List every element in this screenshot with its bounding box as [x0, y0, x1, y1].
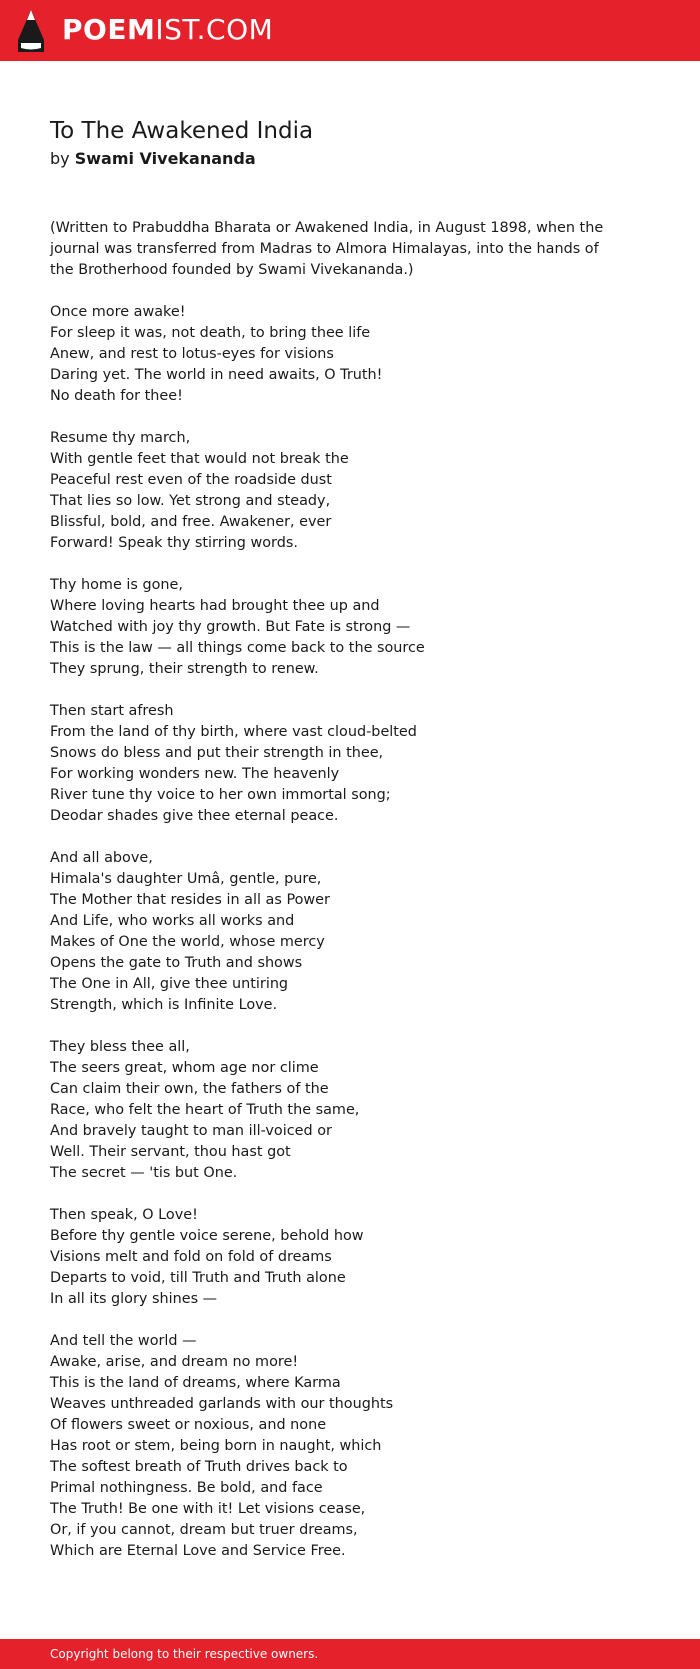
poem-line: From the land of thy birth, where vast cloud-belted	[50, 724, 417, 740]
poem-line: Before thy gentle voice serene, behold how	[50, 1228, 364, 1244]
intro-line: the Brotherhood founded by Swami Vivekananda.)	[50, 262, 414, 278]
poem-line: Deodar shades give thee eternal peace.	[50, 808, 339, 824]
poem-line: This is the land of dreams, where Karma	[50, 1375, 341, 1391]
poem-line: Primal nothingness. Be bold, and face	[50, 1480, 323, 1496]
poem-line: And tell the world —	[50, 1333, 197, 1349]
logo-light-text: IST.COM	[155, 13, 274, 46]
intro-line: (Written to Prabuddha Bharata or Awakened India, in August 1898, when the	[50, 220, 604, 236]
poem-line: Has root or stem, being born in naught, which	[50, 1438, 382, 1454]
poem-stanza	[50, 428, 610, 554]
poem-line: The Truth! Be one with it! Let visions cease,	[50, 1501, 366, 1517]
poem-intro	[50, 218, 610, 281]
poem-line: Opens the gate to Truth and shows	[50, 955, 303, 971]
poem-line: Forward! Speak thy stirring words.	[50, 535, 298, 551]
site-header	[0, 0, 700, 61]
poem-line: They sprung, their strength to renew.	[50, 661, 319, 677]
poem-line: Which are Eternal Love and Service Free.	[50, 1543, 346, 1559]
poem-line: And all above,	[50, 850, 153, 866]
poem-line: For sleep it was, not death, to bring thee life	[50, 325, 371, 341]
poem-line: Well. Their servant, thou hast got	[50, 1144, 291, 1160]
poem-line: Himala's daughter Umâ, gentle, pure,	[50, 871, 322, 887]
byline	[50, 149, 256, 169]
poem-line: Once more awake!	[50, 304, 186, 320]
poem-line: In all its glory shines —	[50, 1291, 218, 1307]
poem-stanza	[50, 1205, 610, 1310]
poem-line: Thy home is gone,	[50, 577, 183, 593]
poem-line: Departs to void, till Truth and Truth alone	[50, 1270, 346, 1286]
poem-body	[50, 218, 610, 1583]
poem-line: Blissful, bold, and free. Awakener, ever	[50, 514, 332, 530]
poem-stanza	[50, 302, 610, 407]
poem-line: Then speak, O Love!	[50, 1207, 198, 1223]
poem-line: The softest breath of Truth drives back to	[50, 1459, 348, 1475]
pencil-tip-icon[interactable]	[18, 10, 44, 52]
poem-title: To The Awakened India	[50, 118, 314, 144]
poem-line: With gentle feet that would not break the	[50, 451, 349, 467]
poem-line: Can claim their own, the fathers of the	[50, 1081, 329, 1097]
author-name[interactable]: Swami Vivekananda	[74, 149, 256, 168]
copyright-text: Copyright belong to their respective owners.	[50, 1647, 319, 1661]
poem-line: This is the law — all things come back to the source	[50, 640, 425, 656]
poem-line: Anew, and rest to lotus-eyes for visions	[50, 346, 334, 362]
poem-line: And Life, who works all works and	[50, 913, 295, 929]
poem-line: The secret — 'tis but One.	[50, 1165, 238, 1181]
poem-line: The One in All, give thee untiring	[50, 976, 289, 992]
poem-line: Or, if you cannot, dream but truer dreams,	[50, 1522, 358, 1538]
by-label: by	[50, 149, 70, 168]
poem-line: River tune thy voice to her own immortal song;	[50, 787, 391, 803]
poem-line: The seers great, whom age nor clime	[50, 1060, 319, 1076]
poem-line: Daring yet. The world in need awaits, O Truth!	[50, 367, 383, 383]
poem-stanza	[50, 701, 610, 827]
poem-line: Of flowers sweet or noxious, and none	[50, 1417, 327, 1433]
poem-line: Watched with joy thy growth. But Fate is strong —	[50, 619, 411, 635]
poem-line: Then start afresh	[50, 703, 174, 719]
stanza-list	[50, 302, 610, 1562]
logo-bold-text: POEM	[62, 13, 156, 46]
poem-stanza	[50, 1037, 610, 1184]
intro-line: journal was transferred from Madras to Almora Himalayas, into the hands of	[50, 241, 599, 257]
poem-line: Peaceful rest even of the roadside dust	[50, 472, 332, 488]
poem-line: The Mother that resides in all as Power	[50, 892, 330, 908]
poem-line: Visions melt and fold on fold of dreams	[50, 1249, 332, 1265]
poem-line: For working wonders new. The heavenly	[50, 766, 340, 782]
poem-line: Awake, arise, and dream no more!	[50, 1354, 299, 1370]
poem-stanza	[50, 1331, 610, 1562]
poem-line: That lies so low. Yet strong and steady,	[50, 493, 331, 509]
poem-stanza	[50, 575, 610, 680]
poem-line: Weaves unthreaded garlands with our thoughts	[50, 1396, 394, 1412]
site-logo[interactable]	[62, 14, 273, 46]
poem-line: Resume thy march,	[50, 430, 191, 446]
poem-line: Makes of One the world, whose mercy	[50, 934, 325, 950]
poem-line: Snows do bless and put their strength in thee,	[50, 745, 384, 761]
poem-line: And bravely taught to man ill-voiced or	[50, 1123, 332, 1139]
site-footer	[0, 1639, 700, 1669]
poem-line: They bless thee all,	[50, 1039, 190, 1055]
poem-line: Race, who felt the heart of Truth the same,	[50, 1102, 360, 1118]
poem-line: Strength, which is Infinite Love.	[50, 997, 278, 1013]
poem-line: Where loving hearts had brought thee up and	[50, 598, 380, 614]
poem-stanza	[50, 848, 610, 1016]
poem-line: No death for thee!	[50, 388, 183, 404]
